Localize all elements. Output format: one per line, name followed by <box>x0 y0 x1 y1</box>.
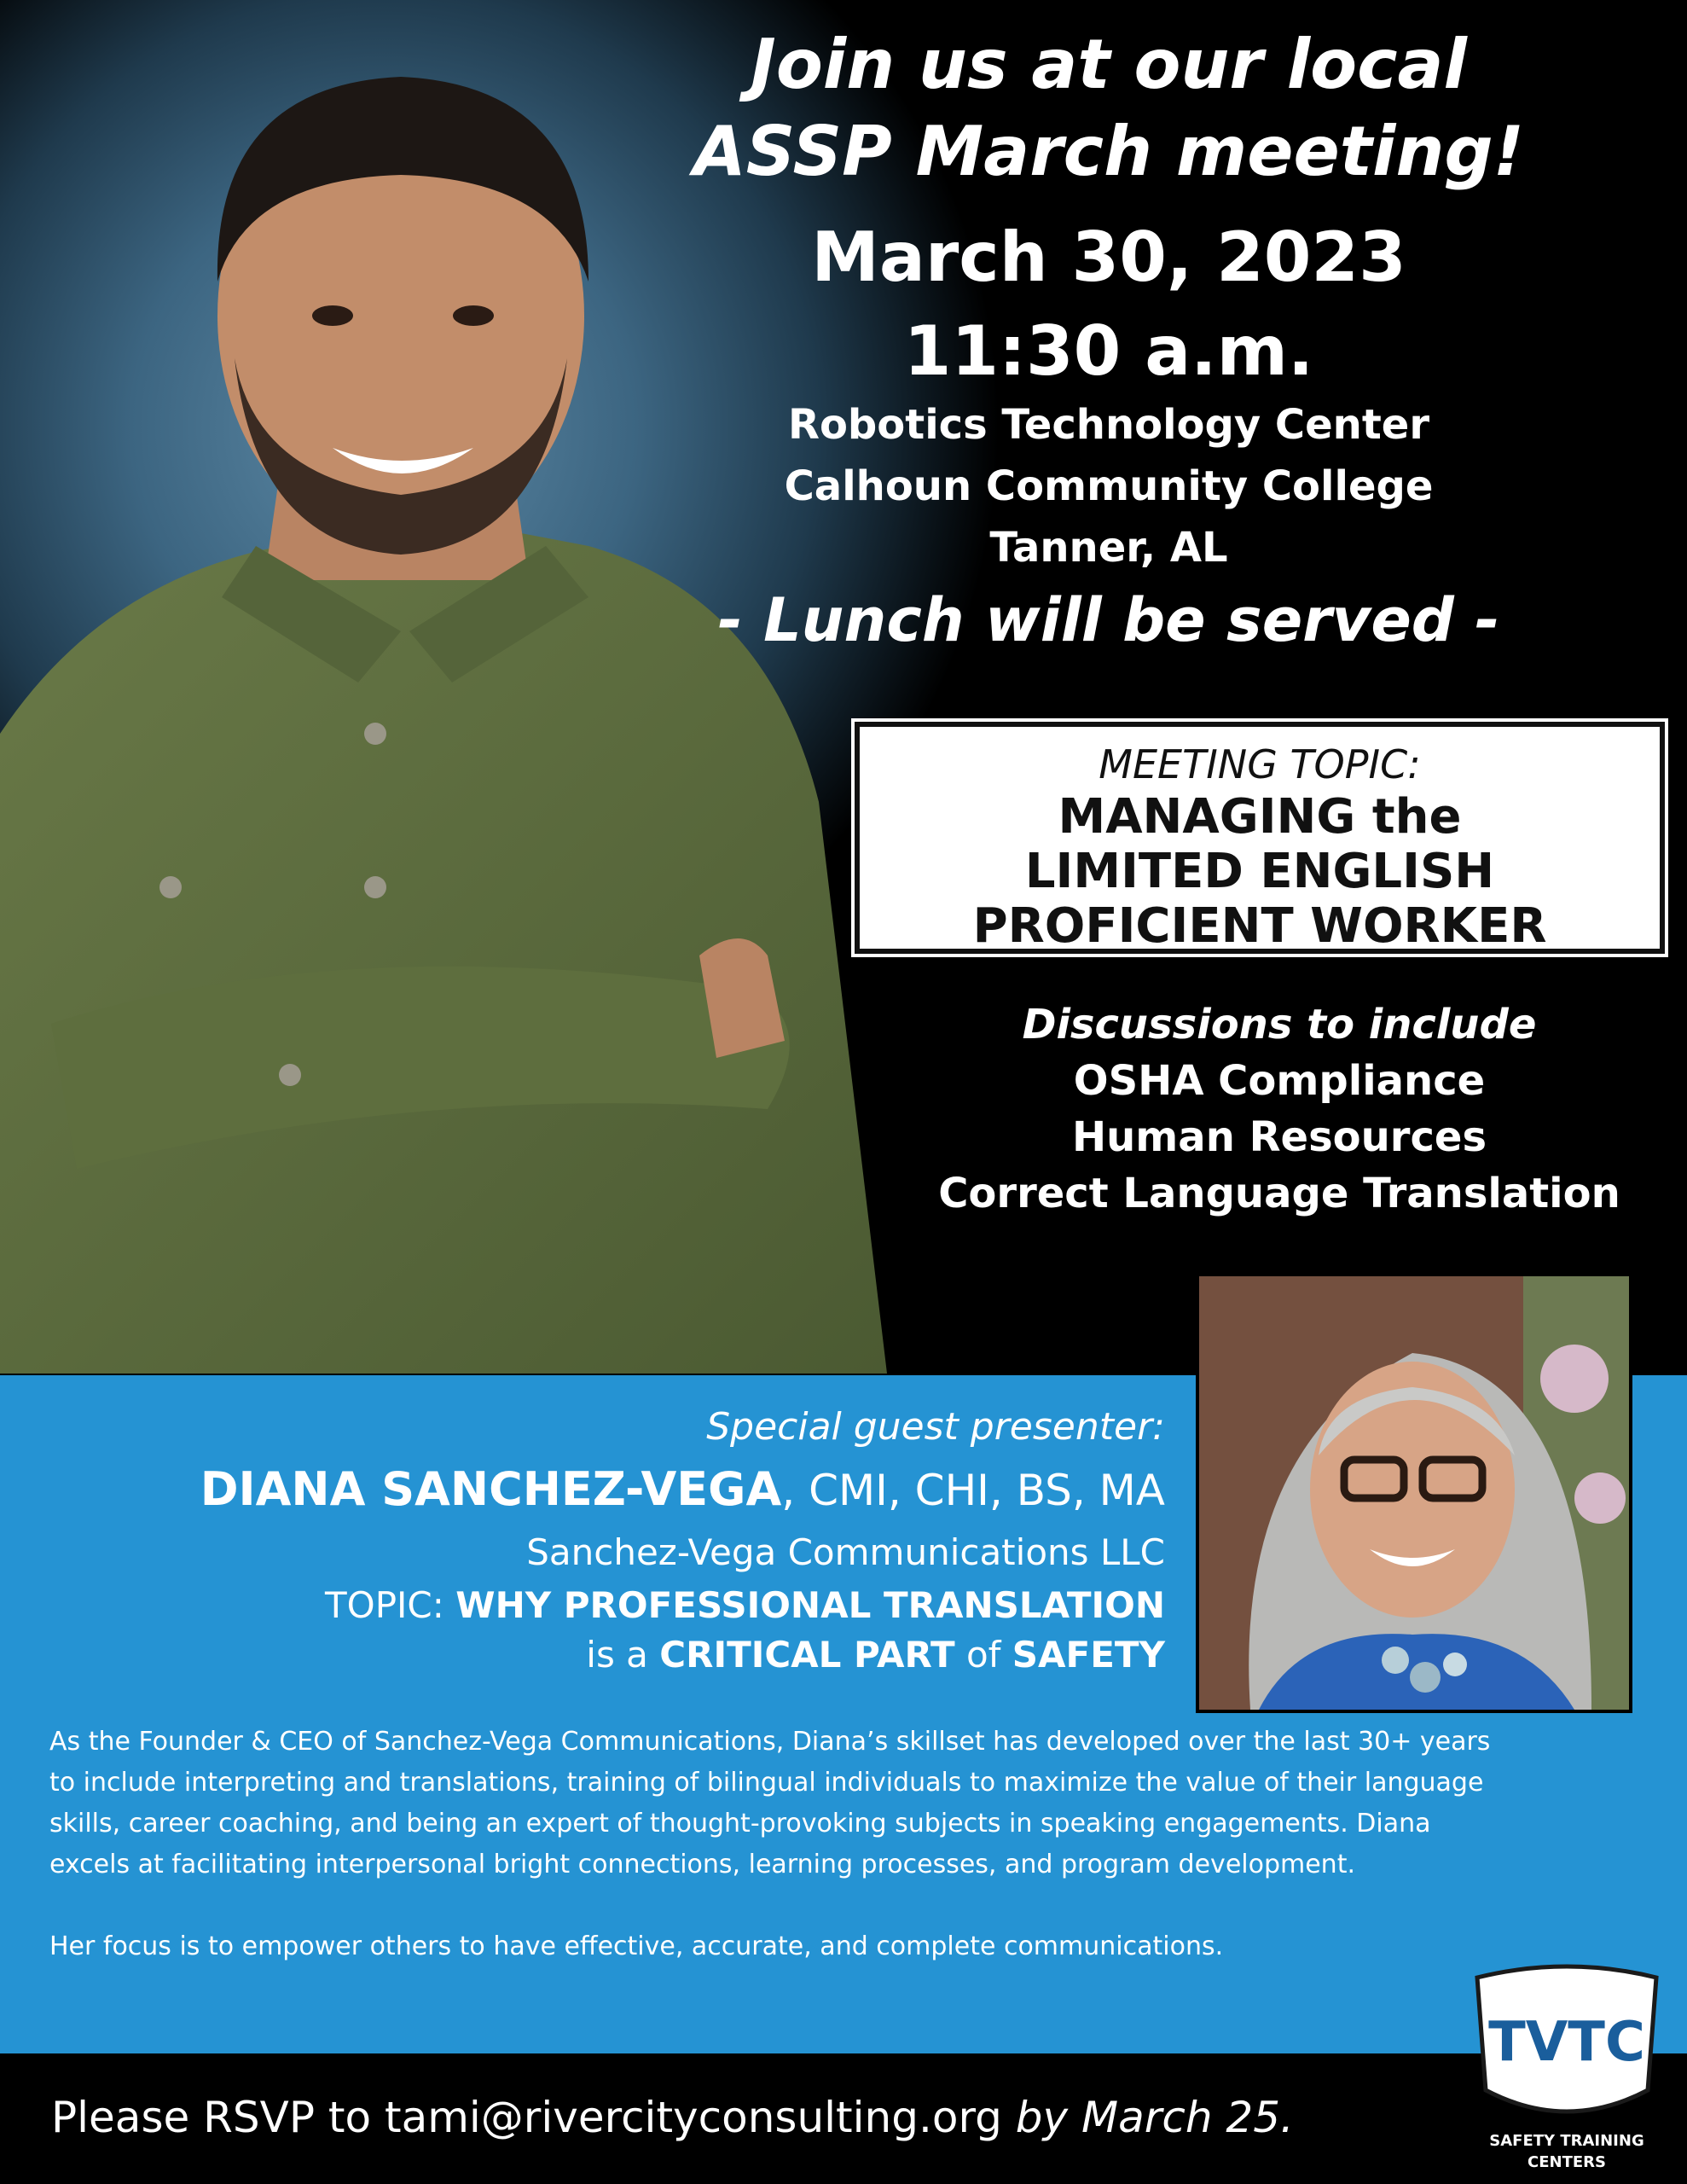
topic-text: of <box>954 1634 1012 1676</box>
location-line-1: Robotics Technology Center <box>787 401 1429 449</box>
discussion-item: Human Resources <box>1071 1113 1487 1161</box>
event-header <box>546 17 1672 659</box>
topic-emphasis: CRITICAL PART <box>659 1634 955 1676</box>
bio-paragraph-1: As the Founder & CEO of Sanchez-Vega Communications, Diana’s skillset has developed over the last 30+ years to include interpreting and translations, training of bilingual individuals to maximize the value of their language skills, career coaching, and being an expert of thought-provoking subjects in speaking engagements. Diana excels at facilitating interpersonal bright connections, learning processes, and program development. <box>49 1727 1491 1879</box>
presenter-topic-line-1 <box>56 1581 1165 1630</box>
presenter-credentials: , CMI, CHI, BS, MA <box>781 1466 1165 1515</box>
presenter-woman-photo <box>1196 1273 1632 1713</box>
presenter-company: Sanchez-Vega Communications LLC <box>526 1531 1165 1573</box>
presenter-name-line <box>56 1455 1165 1525</box>
presenter-topic-line-2 <box>56 1630 1165 1680</box>
event-time: 11:30 a.m. <box>903 311 1314 391</box>
presenter-name: DIANA SANCHEZ-VEGA <box>200 1462 782 1516</box>
discussion-item: OSHA Compliance <box>1073 1057 1486 1105</box>
topic-title-line-2: LIMITED ENGLISH <box>1024 844 1495 899</box>
topic-text: is a <box>586 1634 660 1676</box>
rsvp-deadline: by March 25. <box>1015 2093 1294 2142</box>
invite-line-1: Join us at our local <box>751 25 1467 104</box>
tvtc-logo <box>1469 1962 1665 2175</box>
discussion-item: Correct Language Translation <box>938 1170 1620 1217</box>
meeting-topic-box <box>855 722 1665 954</box>
location-line-2: Calhoun Community College <box>784 462 1434 510</box>
discussion-heading: Discussions to include <box>1022 1001 1537 1048</box>
meeting-topic-label: MEETING TOPIC: <box>1099 741 1421 787</box>
logo-line-2: CENTERS <box>1528 2153 1606 2171</box>
guest-intro: Special guest presenter: <box>706 1405 1165 1449</box>
discussion-list <box>896 996 1663 1222</box>
topic-emphasis: SAFETY <box>1012 1634 1165 1676</box>
invite-line-2: ASSP March meeting! <box>693 112 1525 191</box>
presenter-bio <box>49 1722 1491 2008</box>
location-line-3: Tanner, AL <box>989 524 1228 572</box>
presenter-info <box>56 1399 1165 1680</box>
rsvp-line <box>51 2083 1294 2152</box>
topic-prefix: TOPIC: <box>324 1584 456 1626</box>
lunch-note: - Lunch will be served - <box>717 585 1500 655</box>
topic-title-line-1: MANAGING the <box>1058 789 1462 845</box>
bio-paragraph-2: Her focus is to empower others to have effective, accurate, and complete communications. <box>49 1931 1224 1961</box>
logo-letters: TVTC <box>1488 2011 1645 2074</box>
rsvp-text: Please RSVP to tami@rivercityconsulting.org <box>51 2093 1016 2142</box>
event-date: March 30, 2023 <box>811 218 1406 297</box>
topic-title-line-3: PROFICIENT WORKER <box>972 898 1547 954</box>
topic-bold: WHY PROFESSIONAL TRANSLATION <box>455 1584 1165 1626</box>
logo-line-1: SAFETY TRAINING <box>1489 2132 1644 2150</box>
